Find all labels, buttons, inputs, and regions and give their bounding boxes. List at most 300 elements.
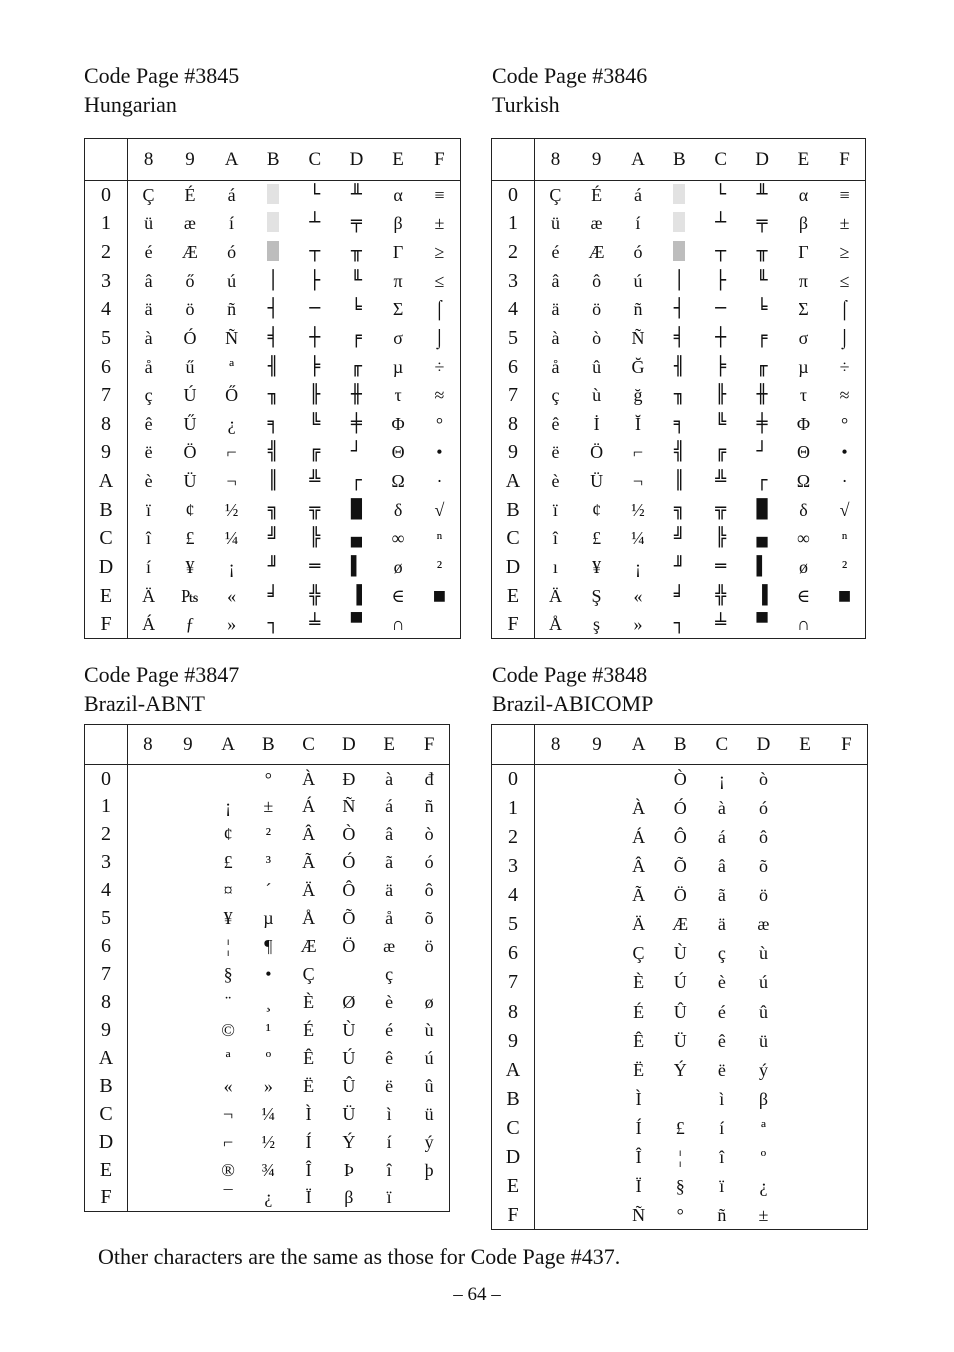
char-cell [535, 1055, 577, 1084]
column-header: F [824, 139, 865, 181]
char-cell: å [385, 908, 394, 929]
char-cell: í [719, 1117, 725, 1138]
char-cell: ë [144, 442, 153, 463]
char-cell [168, 960, 208, 988]
char-cell [535, 1142, 577, 1171]
char-cell [168, 820, 208, 848]
char-cell: Ì [635, 1088, 642, 1109]
char-cell: ¶ [264, 936, 273, 957]
char-cell: è [385, 991, 394, 1012]
table-row [492, 295, 866, 324]
char-cell: à [385, 768, 394, 789]
char-cell: ¬ [226, 471, 237, 492]
char-cell [128, 1016, 168, 1044]
row-header: 2 [85, 238, 128, 267]
row-header: 0 [85, 181, 128, 210]
code-page-heading-3847 [84, 660, 239, 718]
char-cell: À [302, 768, 316, 789]
char-cell: ê [717, 1030, 726, 1051]
char-cell [576, 881, 618, 910]
char-cell: ° [840, 413, 849, 434]
char-cell [576, 968, 618, 997]
char-cell: α [393, 185, 403, 206]
char-cell: í [229, 213, 235, 234]
char-cell: î [552, 528, 558, 549]
char-cell: ╒ [756, 326, 768, 348]
char-cell: ≥ [434, 242, 445, 263]
char-cell: è [717, 972, 726, 993]
char-cell: ² [436, 556, 443, 577]
code-page-heading-3846 [492, 61, 647, 119]
char-cell: ° [435, 413, 444, 434]
char-cell: ä [385, 880, 394, 901]
char-cell [168, 765, 208, 793]
char-cell: Ô [673, 827, 687, 848]
column-header: 9 [168, 725, 208, 765]
row-header: 0 [492, 181, 535, 210]
char-cell [659, 238, 700, 267]
char-cell: β [758, 1088, 769, 1109]
char-cell: ñ [227, 299, 237, 320]
char-cell: Û [673, 1001, 687, 1022]
char-cell: Ó [673, 798, 687, 819]
row-header: B [85, 495, 128, 524]
row-header: 9 [492, 1026, 535, 1055]
char-cell: √ [839, 499, 850, 520]
table-corner [85, 725, 128, 765]
table-row [492, 266, 866, 295]
char-cell: » [227, 613, 237, 634]
char-cell [128, 820, 168, 848]
char-cell [784, 794, 826, 823]
char-cell [128, 904, 168, 932]
table-row [492, 823, 868, 852]
row-header: E [85, 1156, 128, 1184]
char-cell [535, 823, 577, 852]
char-cell: ƒ [185, 613, 195, 634]
row-header: 3 [85, 848, 128, 876]
char-cell: ¡ [225, 796, 232, 817]
table-row [492, 324, 866, 353]
char-cell [826, 968, 868, 997]
column-header: B [659, 725, 701, 765]
column-header: A [211, 139, 253, 181]
column-header: F [419, 139, 461, 181]
row-header: D [85, 1128, 128, 1156]
char-cell [128, 960, 168, 988]
char-cell: ╛ [267, 584, 279, 606]
row-header: F [85, 610, 128, 639]
char-cell: δ [799, 499, 808, 520]
char-cell [784, 1142, 826, 1171]
char-cell: ä [551, 299, 560, 320]
char-cell: └ [309, 184, 321, 206]
char-cell: τ [799, 385, 808, 406]
char-cell [409, 960, 449, 988]
column-header: 8 [128, 725, 168, 765]
char-cell: ô [592, 270, 602, 291]
char-cell: § [223, 964, 233, 985]
code-page-table-3847 [84, 724, 450, 1212]
table-row [85, 553, 461, 582]
table-row [492, 1084, 868, 1113]
char-cell [826, 910, 868, 939]
row-header: E [85, 581, 128, 610]
char-cell: └ [715, 184, 727, 206]
column-header: C [294, 139, 336, 181]
char-cell: ∞ [391, 528, 405, 549]
char-cell: ° [676, 1204, 684, 1225]
column-header: 9 [576, 139, 617, 181]
char-cell: à [144, 327, 153, 348]
char-cell: ¬ [632, 471, 644, 492]
table-row [85, 1016, 450, 1044]
char-cell: Æ [588, 242, 605, 263]
table-row [85, 581, 461, 610]
char-cell [784, 939, 826, 968]
char-cell: ê [551, 413, 560, 434]
char-cell: Þ [343, 1159, 354, 1180]
char-cell: ┌ [351, 470, 362, 492]
char-cell: Ç [632, 943, 645, 964]
row-header: 6 [85, 932, 128, 960]
char-cell [168, 1044, 208, 1072]
char-cell: þ [424, 1159, 434, 1180]
char-cell: à [551, 327, 560, 348]
table-row [492, 181, 866, 210]
char-cell: é [385, 1019, 394, 1040]
char-cell: √ [434, 499, 445, 520]
row-header: 3 [85, 266, 128, 295]
char-cell: ä [144, 299, 153, 320]
char-cell: ╣ [267, 441, 279, 463]
char-cell [128, 988, 168, 1016]
char-cell [535, 997, 577, 1026]
row-header: 8 [492, 997, 535, 1026]
char-cell: ¼ [261, 1103, 276, 1124]
char-cell: ▀ [351, 612, 362, 634]
row-header: 5 [85, 904, 128, 932]
char-cell [168, 848, 208, 876]
row-header: 9 [85, 438, 128, 467]
char-cell: ã [385, 852, 394, 873]
table-row [492, 238, 866, 267]
row-header: C [492, 1113, 535, 1142]
char-cell: ş [593, 613, 601, 634]
char-cell [576, 1026, 618, 1055]
char-cell: İ [593, 413, 600, 434]
char-cell [168, 932, 208, 960]
char-cell: ╔ [309, 441, 321, 463]
column-header: B [659, 139, 700, 181]
row-header: 5 [492, 910, 535, 939]
char-cell: æ [757, 914, 770, 935]
char-cell: ü [550, 213, 560, 234]
char-cell: é [144, 242, 153, 263]
char-cell: Â [632, 856, 646, 877]
char-cell [824, 610, 865, 639]
table-row [85, 266, 461, 295]
table-row [85, 1184, 450, 1212]
char-cell: ï [146, 499, 152, 520]
char-cell [252, 181, 294, 210]
column-header: C [701, 725, 743, 765]
char-cell: ¼ [224, 528, 239, 549]
table-row [85, 792, 450, 820]
char-cell [535, 1171, 577, 1200]
char-cell: ╚ [715, 412, 727, 434]
char-cell: Á [302, 796, 316, 817]
char-cell: ╕ [673, 412, 685, 434]
column-header: 8 [535, 139, 576, 181]
char-cell: ¨ [225, 991, 232, 1012]
table-row [492, 852, 868, 881]
char-cell: ⌠ [434, 299, 445, 320]
char-cell: Ç [142, 185, 155, 206]
char-cell: À [632, 798, 646, 819]
char-cell: ¥ [223, 908, 233, 929]
char-cell: ┬ [715, 241, 727, 263]
row-header: 8 [85, 988, 128, 1016]
char-cell: ô [424, 880, 434, 901]
char-cell [826, 1200, 868, 1229]
char-cell: ï [719, 1175, 725, 1196]
char-cell: ô [758, 827, 768, 848]
char-cell: Σ [392, 299, 404, 320]
char-cell: ╤ [756, 212, 768, 234]
table-row [492, 524, 866, 553]
char-cell: ö [185, 299, 195, 320]
char-cell: Ñ [632, 1204, 646, 1225]
char-cell: á [717, 827, 726, 848]
char-cell: ▄ [351, 527, 362, 549]
char-cell: ó [758, 798, 768, 819]
char-cell [168, 1072, 208, 1100]
char-cell: £ [185, 528, 195, 549]
row-header: A [85, 467, 128, 496]
char-cell: ╩ [309, 470, 321, 492]
char-cell: ⌡ [434, 327, 445, 348]
char-cell: ì [386, 1103, 392, 1124]
char-cell: ╜ [267, 555, 279, 577]
char-cell: ─ [715, 298, 727, 320]
char-cell: ⌡ [839, 327, 850, 348]
char-cell: ± [434, 213, 445, 234]
row-header: 7 [85, 381, 128, 410]
char-cell: ╦ [715, 498, 727, 520]
char-cell: £ [592, 528, 602, 549]
row-header: C [85, 524, 128, 553]
char-cell [826, 1026, 868, 1055]
char-cell: ┬ [309, 241, 321, 263]
char-cell [128, 1184, 168, 1212]
char-cell: ª [760, 1117, 766, 1138]
table-row [492, 1026, 868, 1055]
char-cell [128, 765, 168, 793]
row-header: 1 [85, 792, 128, 820]
char-cell: Ê [303, 1047, 315, 1068]
shade-block-icon [267, 241, 279, 261]
char-cell: Ð [342, 768, 356, 789]
char-cell: ù [592, 385, 602, 406]
char-cell: ╦ [309, 498, 321, 520]
table-row [85, 438, 461, 467]
char-cell [168, 1156, 208, 1184]
char-cell: Ä [142, 585, 156, 606]
table-row [492, 997, 868, 1026]
char-cell: Ñ [342, 796, 356, 817]
char-cell: ╕ [267, 412, 279, 434]
char-cell [784, 1113, 826, 1142]
char-cell [535, 765, 577, 794]
char-cell: î [386, 1159, 392, 1180]
row-header: 7 [85, 960, 128, 988]
char-cell: æ [383, 936, 396, 957]
char-cell: Ü [673, 1030, 687, 1051]
char-cell: Ö [590, 442, 604, 463]
row-header: 6 [492, 939, 535, 968]
char-cell: Ő [225, 385, 239, 406]
column-header: C [700, 139, 741, 181]
char-cell: ú [424, 1047, 434, 1068]
char-cell: » [633, 613, 643, 634]
char-cell: ⌠ [839, 299, 850, 320]
char-cell: ± [839, 213, 850, 234]
char-cell: ï [552, 499, 558, 520]
char-cell: Ã [632, 885, 646, 906]
column-header: B [252, 139, 294, 181]
char-cell: Æ [300, 936, 317, 957]
char-cell: ∈ [391, 585, 405, 606]
char-cell: ë [385, 1075, 394, 1096]
char-cell: Ú [183, 385, 197, 406]
char-cell: α [798, 185, 809, 206]
table-row [85, 524, 461, 553]
char-cell: Ω [391, 471, 405, 492]
code-page-title: Code Page #3846 [492, 63, 648, 88]
char-cell: ╢ [673, 355, 685, 377]
char-cell: ≥ [839, 242, 850, 263]
char-cell: ¥ [185, 556, 195, 577]
char-cell: ¿ [759, 1175, 768, 1196]
char-cell: ■ [839, 584, 850, 606]
table-row [85, 904, 450, 932]
char-cell: ┴ [309, 212, 321, 234]
char-cell: Î [635, 1146, 642, 1167]
column-header: 8 [128, 139, 170, 181]
char-cell: É [184, 185, 196, 206]
row-header: 0 [85, 765, 128, 793]
char-cell: ¢ [592, 499, 602, 520]
char-cell [576, 939, 618, 968]
char-cell [826, 997, 868, 1026]
char-cell [535, 939, 577, 968]
char-cell: ý [758, 1059, 768, 1080]
char-cell: µ [263, 908, 274, 929]
char-cell [784, 997, 826, 1026]
char-cell: è [551, 471, 560, 492]
table-row [492, 438, 866, 467]
char-cell: Î [305, 1159, 312, 1180]
char-cell [208, 765, 248, 793]
char-cell [576, 1084, 618, 1113]
char-cell: ╞ [309, 355, 321, 377]
table-row [85, 610, 461, 639]
char-cell [784, 852, 826, 881]
row-header: A [492, 1055, 535, 1084]
char-cell: Ù [342, 1019, 356, 1040]
char-cell: ╗ [673, 498, 685, 520]
char-cell: ó [424, 852, 434, 873]
char-cell: ─ [309, 298, 321, 320]
char-cell: á [385, 796, 394, 817]
char-cell: Õ [342, 908, 356, 929]
char-cell: ½ [224, 499, 239, 520]
row-header: C [85, 1100, 128, 1128]
char-cell [419, 610, 461, 639]
char-cell: Á [632, 827, 646, 848]
column-header: F [409, 725, 449, 765]
char-cell: í [146, 556, 152, 577]
row-header: 1 [85, 209, 128, 238]
char-cell: ∩ [796, 613, 810, 634]
char-cell: Ä [632, 914, 646, 935]
row-header: 5 [85, 324, 128, 353]
char-cell: ≡ [839, 185, 850, 206]
char-cell: ╬ [715, 584, 727, 606]
char-cell [576, 910, 618, 939]
char-cell: ı [552, 556, 558, 577]
char-cell [576, 1171, 618, 1200]
table-row [85, 1156, 450, 1184]
char-cell: ▀ [756, 612, 768, 634]
char-cell: å [551, 356, 560, 377]
table-corner [492, 139, 535, 181]
row-header: 2 [492, 823, 535, 852]
table-row [492, 610, 866, 639]
char-cell: â [144, 270, 153, 291]
char-cell [618, 765, 660, 794]
char-cell: ╘ [756, 298, 768, 320]
table-row [85, 352, 461, 381]
char-cell: ═ [309, 555, 321, 577]
shade-block-icon [673, 184, 685, 204]
char-cell [535, 1113, 577, 1142]
char-cell: ¹ [265, 1019, 272, 1040]
table-row [492, 209, 866, 238]
char-cell: ┘ [351, 441, 362, 463]
char-cell: Ü [342, 1103, 356, 1124]
char-cell: │ [267, 269, 279, 291]
char-cell [784, 910, 826, 939]
char-cell [128, 792, 168, 820]
column-header: 8 [535, 725, 577, 765]
char-cell: ╝ [267, 527, 279, 549]
char-cell: æ [183, 213, 196, 234]
char-cell: Å [302, 908, 316, 929]
table-row [492, 1055, 868, 1084]
char-cell: õ [758, 856, 768, 877]
char-cell: ç [385, 964, 394, 985]
char-cell: ├ [715, 269, 727, 291]
table-row [492, 352, 866, 381]
char-cell: ° [264, 768, 272, 789]
column-header: E [377, 139, 419, 181]
char-cell: Φ [796, 413, 811, 434]
char-cell [576, 1142, 618, 1171]
char-cell: ã [717, 885, 726, 906]
char-cell: Ü [183, 471, 197, 492]
